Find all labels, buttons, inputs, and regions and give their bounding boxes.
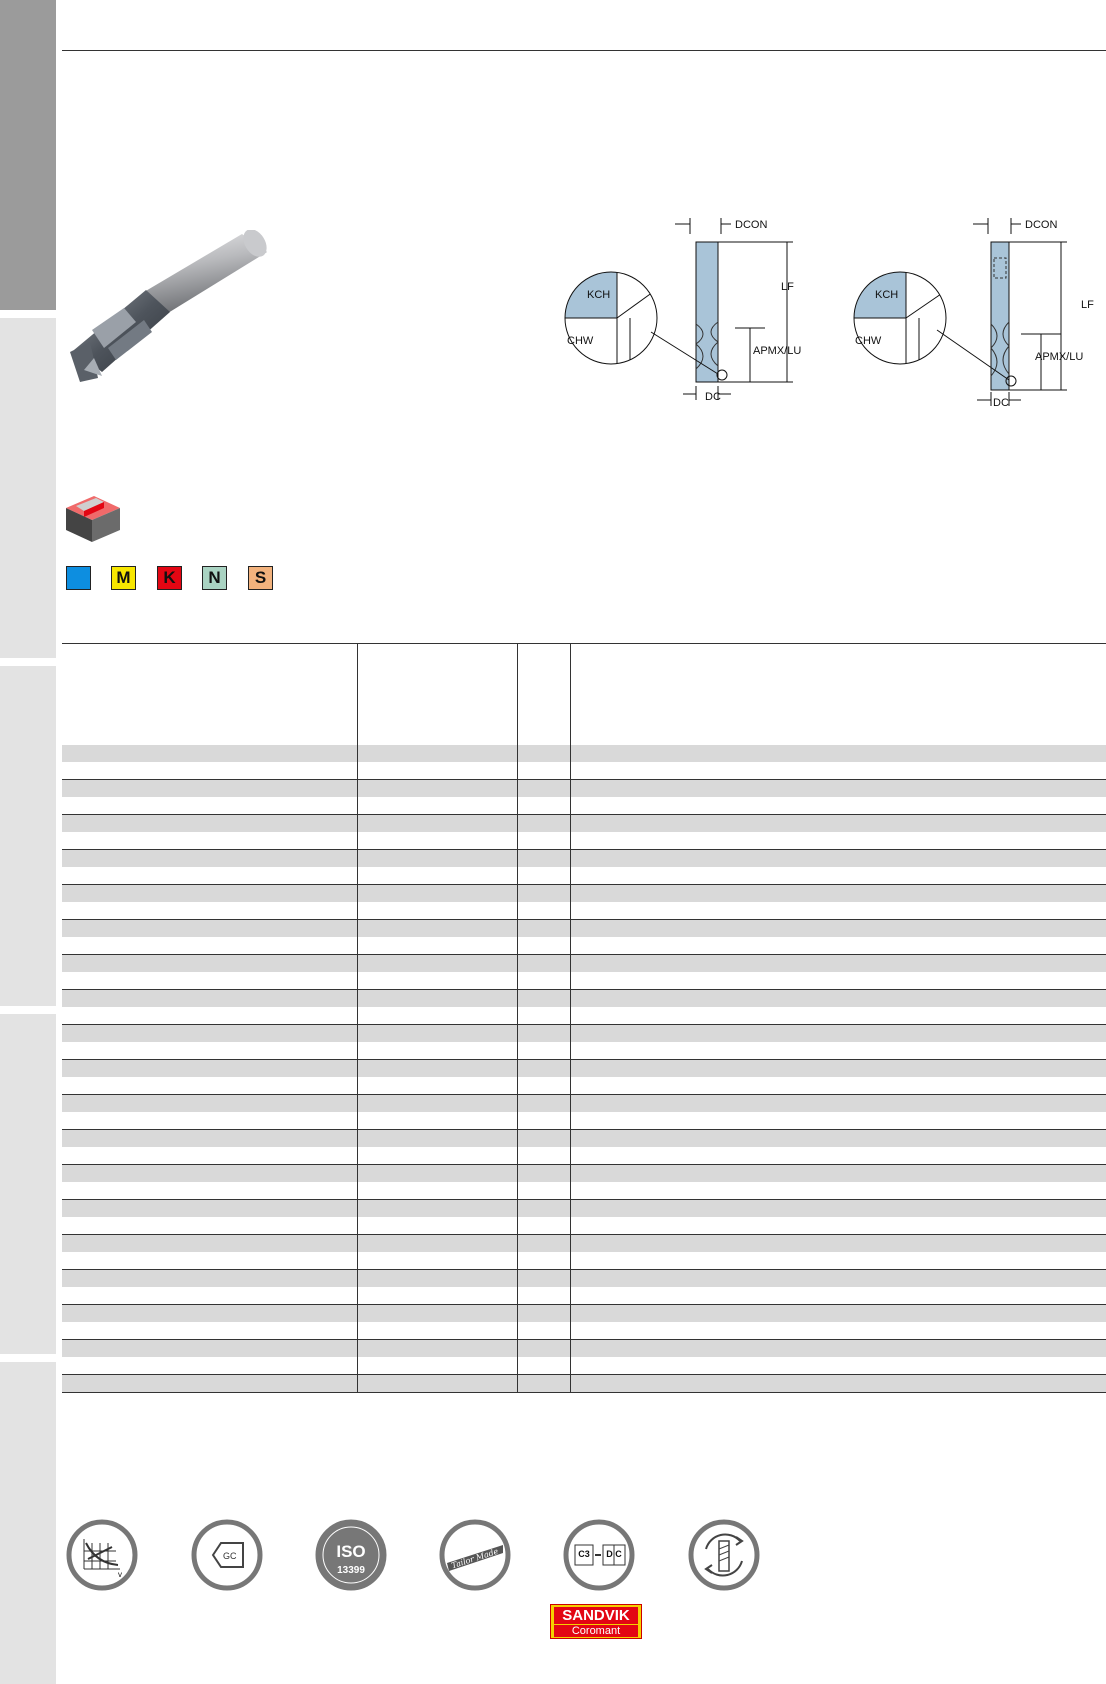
table-row <box>62 1042 1106 1060</box>
table-cell <box>62 1235 358 1253</box>
table-cell <box>62 1025 358 1043</box>
table-row <box>62 1130 1106 1148</box>
table-cell <box>571 1007 1106 1025</box>
table-cell <box>358 780 518 798</box>
table-cell <box>571 1357 1106 1375</box>
table-cell <box>518 1025 571 1043</box>
table-cell <box>358 937 518 955</box>
table-cell <box>358 1252 518 1270</box>
table-cell <box>358 815 518 833</box>
material-s-square <box>248 566 273 590</box>
table-cell <box>62 832 358 850</box>
table-row <box>62 1322 1106 1340</box>
table-row <box>62 1200 1106 1218</box>
table-cell <box>62 955 358 973</box>
material-p-square <box>66 566 91 590</box>
table-cell <box>518 990 571 1008</box>
table-cell <box>62 1130 358 1148</box>
label-lf: LF <box>781 281 794 293</box>
table-cell <box>571 955 1106 973</box>
table-row <box>62 990 1106 1008</box>
table-cell <box>62 1165 358 1183</box>
tailor-made-icon <box>439 1519 511 1591</box>
label-apmx-2: APMX/LU <box>1035 351 1084 363</box>
material-n-square <box>202 566 227 590</box>
table-cell <box>518 850 571 868</box>
table-row <box>62 1060 1106 1078</box>
table-cell <box>62 1270 358 1288</box>
table-cell <box>571 1095 1106 1113</box>
label-apmx: APMX/LU <box>753 345 802 357</box>
table-row <box>62 745 1106 762</box>
table-body <box>62 745 1106 1393</box>
header-cell <box>62 644 358 746</box>
grade-gc-icon <box>191 1519 263 1591</box>
table-cell <box>358 867 518 885</box>
table-row <box>62 1182 1106 1200</box>
table-cell <box>518 1235 571 1253</box>
table-cell <box>518 1200 571 1218</box>
table-cell <box>571 972 1106 990</box>
table-header-row <box>62 644 1106 746</box>
table-cell <box>358 1095 518 1113</box>
header-cell <box>358 644 518 746</box>
table-cell <box>571 815 1106 833</box>
table-cell <box>571 920 1106 938</box>
svg-text:D C: D C <box>606 1549 622 1559</box>
table-cell <box>518 815 571 833</box>
table-row <box>62 1165 1106 1183</box>
side-tab-3[interactable] <box>0 666 56 1006</box>
table-cell <box>358 902 518 920</box>
table-cell <box>571 745 1106 762</box>
table-cell <box>358 1235 518 1253</box>
table-cell <box>518 1252 571 1270</box>
table-cell <box>518 1287 571 1305</box>
table-cell <box>62 1340 358 1358</box>
table-cell <box>518 1270 571 1288</box>
table-cell <box>358 920 518 938</box>
product-table <box>62 643 1106 1393</box>
table-cell <box>358 1340 518 1358</box>
table-cell <box>358 1112 518 1130</box>
table-cell <box>358 1042 518 1060</box>
table-cell <box>518 972 571 990</box>
svg-text:GC: GC <box>223 1551 237 1561</box>
header-cell <box>518 644 571 746</box>
table-row <box>62 1357 1106 1375</box>
table-cell <box>518 745 571 762</box>
table-cell <box>358 1357 518 1375</box>
table-cell <box>518 1147 571 1165</box>
table-cell <box>571 762 1106 780</box>
table-row <box>62 832 1106 850</box>
table-cell <box>571 1060 1106 1078</box>
table-cell <box>518 1322 571 1340</box>
table-cell <box>518 902 571 920</box>
table-cell <box>358 885 518 903</box>
table-cell <box>571 867 1106 885</box>
table-cell <box>358 1305 518 1323</box>
table-cell <box>571 1270 1106 1288</box>
table-row <box>62 937 1106 955</box>
table-cell <box>358 745 518 762</box>
table-cell <box>518 1077 571 1095</box>
table-row <box>62 1112 1106 1130</box>
table-cell <box>518 1375 571 1393</box>
table-cell <box>62 762 358 780</box>
end-mill-product-image <box>64 230 279 390</box>
label-dcon: DCON <box>735 219 768 231</box>
label-chw: CHW <box>567 335 594 347</box>
table-cell <box>518 1182 571 1200</box>
svg-text:v: v <box>118 1570 122 1579</box>
workpiece-block-icon <box>64 494 122 544</box>
table-cell <box>518 1112 571 1130</box>
table-cell <box>62 902 358 920</box>
table-cell <box>518 780 571 798</box>
label-kch-2: KCH <box>875 289 899 301</box>
table-cell <box>62 1217 358 1235</box>
table-row <box>62 955 1106 973</box>
table-cell <box>571 1322 1106 1340</box>
svg-text:C3: C3 <box>578 1549 590 1559</box>
material-m-letter: M <box>116 568 131 587</box>
table-cell <box>62 850 358 868</box>
table-cell <box>571 1375 1106 1393</box>
table-cell <box>62 1147 358 1165</box>
dimension-diagram-2 <box>845 214 1105 410</box>
table-cell <box>571 1287 1106 1305</box>
table-cell <box>571 850 1106 868</box>
label-dcon-2: DCON <box>1025 219 1058 231</box>
svg-text:Tailor Made: Tailor Made <box>450 1546 500 1571</box>
table-cell <box>358 1287 518 1305</box>
label-lf-2: LF <box>1081 299 1094 311</box>
table-row <box>62 885 1106 903</box>
table-cell <box>62 1182 358 1200</box>
table-cell <box>62 990 358 1008</box>
table-cell <box>571 990 1106 1008</box>
table-row <box>62 1340 1106 1358</box>
table-cell <box>571 780 1106 798</box>
table-row <box>62 1287 1106 1305</box>
table-row <box>62 1025 1106 1043</box>
table-cell <box>358 832 518 850</box>
coromant-capto-icon <box>563 1519 635 1591</box>
table-cell <box>62 1077 358 1095</box>
table-cell <box>518 885 571 903</box>
table-cell <box>518 1357 571 1375</box>
table-row <box>62 1007 1106 1025</box>
material-k-letter: K <box>163 568 176 587</box>
side-tab-4[interactable] <box>0 1014 56 1354</box>
table-cell <box>358 1182 518 1200</box>
table-cell <box>62 745 358 762</box>
table-row <box>62 850 1106 868</box>
table-cell <box>358 797 518 815</box>
table-cell <box>62 920 358 938</box>
material-m-square <box>111 566 136 590</box>
table-cell <box>358 972 518 990</box>
table-cell <box>62 1357 358 1375</box>
table-row <box>62 1235 1106 1253</box>
iso-13399-icon <box>315 1519 387 1591</box>
table-cell <box>571 1200 1106 1218</box>
table-cell <box>62 1200 358 1218</box>
table-cell <box>518 1060 571 1078</box>
table-cell <box>571 885 1106 903</box>
table-cell <box>571 832 1106 850</box>
table-cell <box>358 990 518 1008</box>
table-cell <box>571 1235 1106 1253</box>
table-row <box>62 797 1106 815</box>
label-kch: KCH <box>587 289 611 301</box>
table-cell <box>571 797 1106 815</box>
table-cell <box>358 1200 518 1218</box>
table-cell <box>62 1287 358 1305</box>
table-cell <box>571 1077 1106 1095</box>
table-cell <box>358 1217 518 1235</box>
label-dc-2: DC <box>993 397 1009 409</box>
material-s-letter: S <box>254 568 267 587</box>
label-chw-2: CHW <box>855 335 882 347</box>
rotation-tool-icon <box>688 1519 760 1591</box>
logo-brand: SANDVIK <box>554 1607 638 1624</box>
material-n-letter: N <box>208 568 221 587</box>
table-cell <box>358 1165 518 1183</box>
table-cell <box>62 1095 358 1113</box>
dimension-diagram-1 <box>555 214 815 404</box>
table-cell <box>518 797 571 815</box>
table-cell <box>518 937 571 955</box>
table-cell <box>518 1130 571 1148</box>
table-row <box>62 902 1106 920</box>
table-row <box>62 1217 1106 1235</box>
table-row <box>62 1077 1106 1095</box>
table-cell <box>62 1322 358 1340</box>
table-cell <box>518 832 571 850</box>
table-cell <box>62 1042 358 1060</box>
table-cell <box>62 1007 358 1025</box>
table-cell <box>62 1375 358 1393</box>
table-cell <box>358 1060 518 1078</box>
side-tab-active[interactable] <box>0 0 56 310</box>
table-cell <box>62 1252 358 1270</box>
table-cell <box>518 1340 571 1358</box>
table-cell <box>62 867 358 885</box>
label-dc: DC <box>705 391 721 403</box>
table-cell <box>518 1217 571 1235</box>
table-row <box>62 1375 1106 1393</box>
table-cell <box>571 1147 1106 1165</box>
table-cell <box>518 1095 571 1113</box>
table-row <box>62 972 1106 990</box>
header-cell <box>571 644 1106 746</box>
table-row <box>62 780 1106 798</box>
svg-text:ISO: ISO <box>336 1542 366 1561</box>
table-cell <box>62 885 358 903</box>
table-row <box>62 1252 1106 1270</box>
table-cell <box>571 1217 1106 1235</box>
table-row <box>62 815 1106 833</box>
table-cell <box>62 780 358 798</box>
table-cell <box>518 1007 571 1025</box>
side-tab-5[interactable] <box>0 1362 56 1684</box>
table-cell <box>518 955 571 973</box>
table-row <box>62 920 1106 938</box>
table-cell <box>518 762 571 780</box>
table-cell <box>571 902 1106 920</box>
table-cell <box>571 1112 1106 1130</box>
svg-text:13399: 13399 <box>337 1565 365 1576</box>
table-row <box>62 867 1106 885</box>
table-row <box>62 1270 1106 1288</box>
material-k-square <box>157 566 182 590</box>
table-row <box>62 1147 1106 1165</box>
table-cell <box>62 797 358 815</box>
table-cell <box>571 1042 1106 1060</box>
table-cell <box>358 762 518 780</box>
header-rule <box>62 50 1106 51</box>
table-cell <box>358 1130 518 1148</box>
table-cell <box>62 972 358 990</box>
cutting-data-graph-icon <box>66 1519 138 1591</box>
table-cell <box>518 1305 571 1323</box>
table-cell <box>62 1060 358 1078</box>
table-row <box>62 762 1106 780</box>
sandvik-coromant-logo <box>550 1604 642 1639</box>
table-row <box>62 1305 1106 1323</box>
table-cell <box>518 920 571 938</box>
logo-sub: Coromant <box>554 1625 638 1637</box>
table-cell <box>62 815 358 833</box>
table-cell <box>358 1147 518 1165</box>
table-row <box>62 1095 1106 1113</box>
table-cell <box>358 955 518 973</box>
table-cell <box>571 1340 1106 1358</box>
table-cell <box>518 1165 571 1183</box>
table-cell <box>518 1042 571 1060</box>
table-cell <box>62 937 358 955</box>
table-cell <box>358 1007 518 1025</box>
table-cell <box>62 1305 358 1323</box>
table-cell <box>571 1130 1106 1148</box>
table-cell <box>571 1305 1106 1323</box>
table-cell <box>571 1165 1106 1183</box>
table-cell <box>358 1322 518 1340</box>
table-cell <box>571 1252 1106 1270</box>
table-cell <box>571 1182 1106 1200</box>
table-cell <box>358 1025 518 1043</box>
table-cell <box>571 1025 1106 1043</box>
table-cell <box>358 1077 518 1095</box>
table-cell <box>62 1112 358 1130</box>
table-cell <box>518 867 571 885</box>
side-tab-2[interactable] <box>0 318 56 658</box>
table-cell <box>358 1270 518 1288</box>
table-cell <box>358 1375 518 1393</box>
table-cell <box>571 937 1106 955</box>
table-cell <box>358 850 518 868</box>
